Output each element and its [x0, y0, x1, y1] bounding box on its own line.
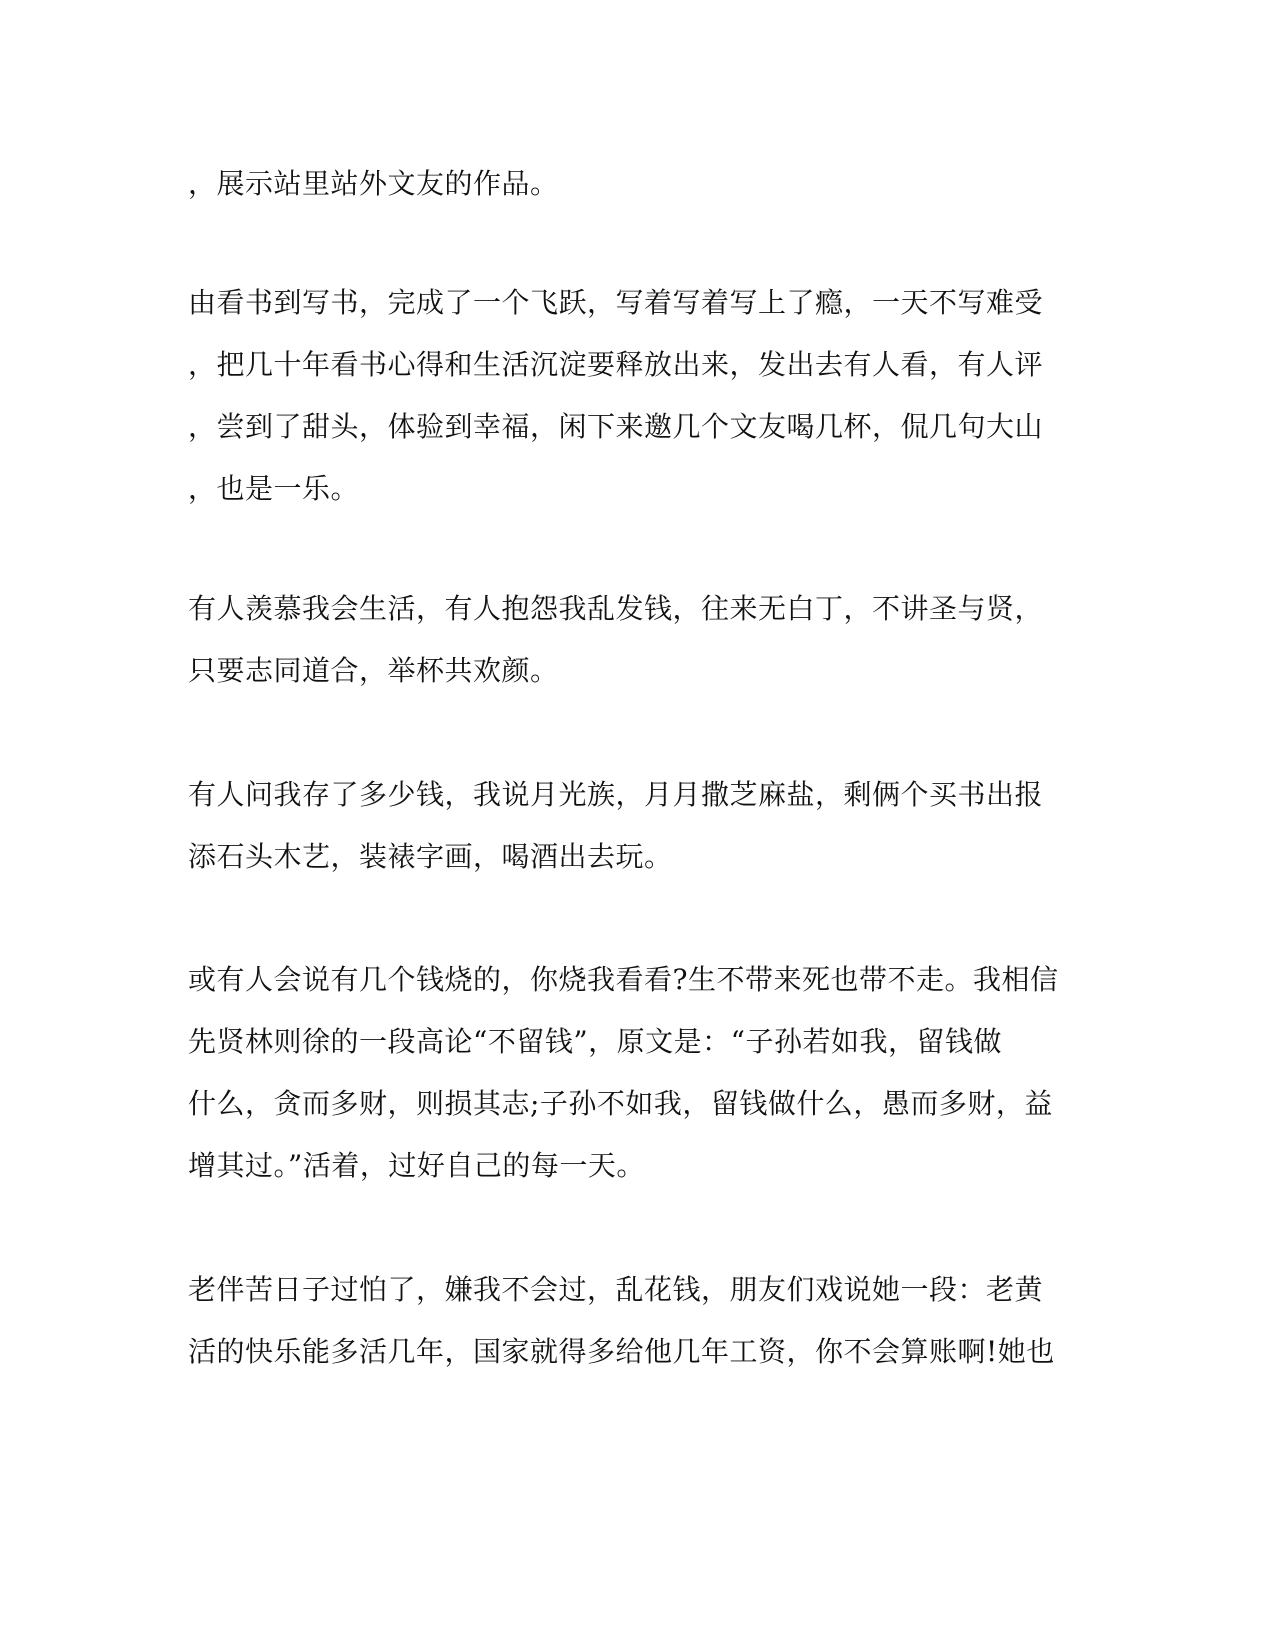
paragraph-3-line-2: 只要志同道合，举杯共欢颜。: [188, 654, 559, 687]
paragraph-5-line-3: 什么，贪而多财，则损其志;子孙不如我，留钱做什么，愚而多财，益: [188, 1087, 1053, 1120]
paragraph-2-line-1: 由看书到写书，完成了一个飞跃，写着写着写上了瘾，一天不写难受: [188, 286, 1044, 319]
paragraph-5-line-1: 或有人会说有几个钱烧的，你烧我看看?生不带来死也带不走。我相信: [188, 963, 1059, 996]
paragraph-5-line-4: 增其过。”活着，过好自己的每一天。: [188, 1149, 645, 1182]
paragraph-2-line-3: ，尝到了甜头，体验到幸福，闲下来邀几个文友喝几杯，侃几句大山: [188, 410, 1044, 443]
paragraph-5-line-2: 先贤林则徐的一段高论“不留钱”，原文是：“子孙若如我，留钱做: [188, 1025, 1002, 1058]
paragraph-6-line-1: 老伴苦日子过怕了，嫌我不会过，乱花钱，朋友们戏说她一段：老黄: [188, 1273, 1044, 1306]
paragraph-3-line-1: 有人羡慕我会生活，有人抱怨我乱发钱，往来无白丁，不讲圣与贤，: [188, 592, 1044, 625]
paragraph-4-line-2: 添石头木艺，装裱字画，喝酒出去玩。: [188, 840, 673, 873]
paragraph-2-line-2: ，把几十年看书心得和生活沉淀要释放出来，发出去有人看，有人评: [188, 348, 1044, 381]
paragraph-2-line-4: ，也是一乐。: [188, 472, 360, 505]
paragraph-6-line-2: 活的快乐能多活几年，国家就得多给他几年工资，你不会算账啊!她也: [188, 1335, 1055, 1368]
paragraph-1-line-1: ，展示站里站外文友的作品。: [188, 167, 559, 200]
paragraph-4-line-1: 有人问我存了多少钱，我说月光族，月月撒芝麻盐，剩俩个买书出报: [188, 778, 1044, 811]
